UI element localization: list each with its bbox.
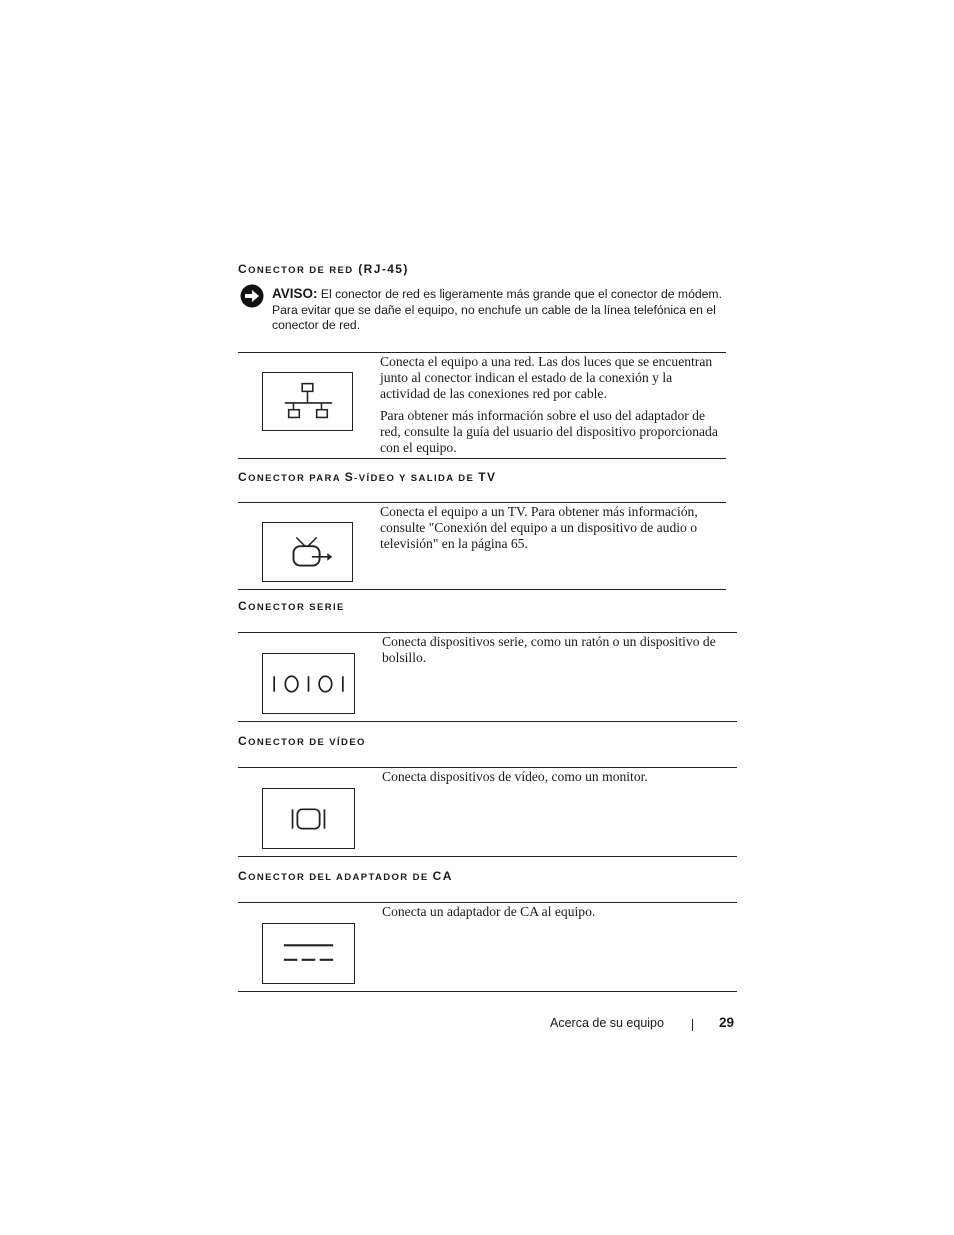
table-rule — [238, 458, 726, 459]
section-heading-tv-out: CONECTOR PARA S-VÍDEO Y SALIDA DE TV — [238, 470, 497, 484]
paragraph: Conecta un adaptador de CA al equipo. — [382, 904, 596, 919]
section-description — [382, 904, 727, 927]
paragraph: Conecta dispositivos serie, como un ratón o un dispositivo de bolsillo. — [382, 634, 716, 665]
table-rule — [238, 991, 737, 992]
table-rule — [238, 856, 737, 857]
section-heading-video: CONECTOR DE VÍDEO — [238, 734, 366, 748]
paragraph: Conecta dispositivos de vídeo, como un monitor. — [382, 769, 648, 784]
table-rule — [238, 721, 737, 722]
notice-arrow-icon — [240, 284, 264, 308]
paragraph: Conecta el equipo a una red. Las dos luces que se encuentran junto al conector indican el estado de la conexión y la actividad de las conexiones red por cable. — [380, 354, 713, 401]
table-rule — [238, 502, 726, 503]
section-description — [382, 634, 727, 673]
table-rule — [238, 589, 726, 590]
notice-text — [272, 286, 738, 334]
footer-title: Acerca de su equipo — [550, 1016, 664, 1030]
section-heading-serial: CONECTOR SERIE — [238, 599, 345, 613]
section-description — [380, 504, 725, 558]
paragraph: Para obtener más información sobre el uso del adaptador de red, consulte la guía del usuario del dispositivo proporcionada con el equipo. — [380, 408, 718, 455]
footer-separator — [692, 1019, 693, 1031]
table-rule — [238, 632, 737, 633]
tv-out-icon — [262, 522, 353, 582]
dc-power-icon — [262, 923, 355, 984]
page-number: 29 — [719, 1015, 735, 1030]
table-rule — [238, 902, 737, 903]
section-description — [382, 769, 727, 792]
network-icon — [262, 372, 353, 431]
table-rule — [238, 767, 737, 768]
video-icon — [262, 788, 355, 849]
section-heading-ac-adapter: CONECTOR DEL ADAPTADOR DE CA — [238, 869, 453, 883]
paragraph: Conecta el equipo a un TV. Para obtener más información, consulte "Conexión del equipo a un dispositivo de audio o televisión" en la página 65. — [380, 504, 698, 551]
section-heading-network: CONECTOR DE RED (RJ-45) — [238, 262, 409, 276]
table-rule — [238, 352, 726, 353]
serial-icon — [262, 653, 355, 714]
section-description — [380, 354, 725, 463]
notice-label: AVISO: — [272, 286, 318, 301]
notice-body: El conector de red es ligeramente más grande que el conector de módem. Para evitar que se dañe el equipo, no enchufe un cable de la línea telefónica en el conector de red. — [272, 287, 722, 332]
